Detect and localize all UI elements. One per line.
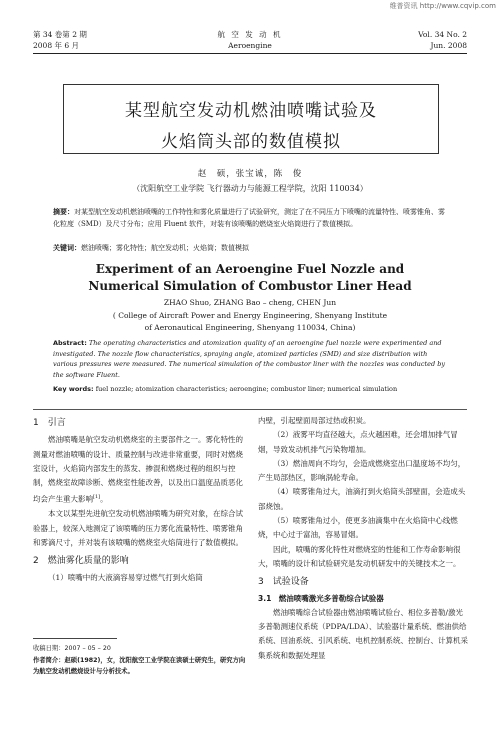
section-1-paragraph-2: 本文以某型先进航空发动机燃油喷嘴为研究对象，在综合试验器上，较深入地测定了该喷嘴的压力雾化流量特性、喷雾锥角和雾滴尺寸，并对装有该喷嘴的燃烧室火焰筒进行了数值模拟。 (33, 509, 243, 547)
abstract-cn (53, 207, 448, 230)
right-paragraph-2: （3）燃油周向不均匀，会造成燃烧室出口温度场不均匀，产生局部热区，影响涡轮寿命。 (258, 458, 466, 483)
title-cn-line2: 火焰筒头部的数值模拟 (161, 132, 341, 152)
keywords-en (53, 384, 448, 395)
section-2-heading: 2 燃油雾化质量的影响 (33, 556, 129, 567)
affiliation-cn: （沈阳航空工业学院 飞行器动力与能源工程学院，沈阳 110034） (132, 184, 368, 193)
right-paragraph-1: （2）液雾平均直径越大，点火越困难，还会增加排气冒烟，导致发动机排气污染物增加。 (258, 430, 458, 454)
keywords-cn-label: 关键词： (53, 244, 81, 252)
abstract-en-label: Abstract: (53, 339, 87, 347)
title-en-line1: Experiment of an Aeroengine Fuel Nozzle and (95, 262, 405, 276)
watermark: 维普资讯 http://www.cqvip.com (389, 2, 496, 10)
authors-cn: 赵 硕，张宝诚，陈 俊 (197, 169, 303, 179)
abstract-en-text: The operating characteristics and atomization quality of an aeroengine fuel nozzle were experimented and investigated. The nozzle flow characteristics, spraying angle, atomized particles (SMD) and size distribution with various pressures were measured. The numerical simulation of the combustor liner with the nozzles was conducted by the software Fluent. (53, 339, 446, 379)
section-3-1-heading: 3.1 燃油喷嘴激光多普勒综合试验器 (258, 593, 384, 603)
authors-en: ZHAO Shuo, ZHANG Bao – cheng, CHEN Jun (163, 298, 337, 307)
footnote-author-bio: 作者简介：赵硕(1982)，女，沈阳航空工业学院在读硕士研究生，研究方向为航空发动机燃烧设计与分析技术。 (33, 656, 246, 675)
right-paragraph-0: 内壁，引起壁面局部过热或积炭。 (258, 416, 371, 425)
keywords-cn (53, 243, 448, 255)
journal-name-en: Aeroengine (228, 41, 272, 50)
header-volume: 第 34 卷第 2 期 (33, 30, 87, 39)
affiliation-en-line1: ( College of Aircraft Power and Energy Engineering, Shenyang Institute (112, 311, 388, 320)
left-column (33, 414, 245, 586)
reference-1: [1] (93, 494, 101, 501)
affiliation-en-line2: of Aeronautical Engineering, Shenyang 110034, China) (144, 323, 356, 332)
section-1-heading: 1 引言 (33, 418, 66, 428)
section-3-heading: 3 试验设备 (258, 577, 309, 588)
title-cn-line1: 某型航空发动机燃油喷嘴试验及 (125, 101, 377, 121)
footnote-rule (33, 638, 117, 639)
section-3-1-paragraph-1: 燃油喷嘴综合试验器由燃油喷嘴试验台、相位多普勒/激光多普勒测速仪系统（PDPA/LDA）、试验器计量系统、燃油供给系统、回油系统、引风系统、电机控制系统、控制台、计算机采集系统和数据处理显 (258, 607, 468, 660)
footnote (33, 643, 248, 678)
header-right (418, 29, 467, 51)
abstract-en (53, 338, 448, 380)
keywords-cn-text: 燃油喷嘴；雾化特性；航空发动机；火焰筒；数值模拟 (81, 244, 249, 252)
header-rule (33, 53, 467, 54)
footnote-received: 收稿日期：2007 – 05 – 20 (33, 645, 111, 652)
section-2-paragraph-1: （1）喷嘴中的大液滴容易穿过燃气打到火焰筒 (48, 573, 203, 583)
header-volume-en: Vol. 34 No. 2 (418, 30, 467, 39)
right-paragraph-4: （5）喷雾锥角过小，使更多油滴集中在火焰筒中心线燃烧，中心过于富油，容易冒烟。 (258, 516, 458, 540)
abstract-cn-text: 对某型航空发动机燃油喷嘴的工作特性和雾化质量进行了试验研究，测定了在不同压力下喷嘴的流量特性、喷雾锥角、雾化粒度（SMD）及尺寸分布；应用 Fluent 软件，对装有该喷嘴的燃烧室火焰筒进行了数值模拟。 (53, 208, 445, 228)
keywords-en-text: fuel nozzle; atomization characteristics; aeroengine; combustor liner; numerical simulation (95, 385, 398, 393)
title-en-line2: Numerical Simulation of Combustor Liner Head (88, 279, 412, 293)
right-column (258, 414, 468, 663)
section-1-paragraph-1: 燃油喷嘴是航空发动机燃烧室的主要部件之一。雾化特性的测量对燃油喷嘴的设计、质量控制与改进非常重要，同时对燃烧室设计，火焰筒内部发生的蒸发、掺混和燃烧过程的组织与控制，燃烧室故障诊断、燃烧室性能改善，以及出口温度品质恶化均会产生重大影响[1]。 (33, 435, 243, 504)
title-box (63, 84, 439, 154)
header-date-en: Jun. 2008 (430, 41, 467, 50)
right-paragraph-3: （4）喷雾锥角过大，油滴打到火焰筒头部壁面，会造成头部烧蚀。 (258, 487, 466, 511)
right-paragraph-5: 因此，喷嘴的雾化特性对燃烧室的性能和工作寿命影响很大，喷嘴的设计和试验研究是发动机研发中的关键技术之一。 (258, 544, 461, 568)
keywords-en-label: Key words: (53, 385, 94, 393)
journal-name-cn: 航 空 发 动 机 (217, 30, 283, 39)
abstract-cn-label: 摘要： (53, 208, 74, 216)
header-date: 2008 年 6 月 (33, 41, 80, 50)
abstract-separator (33, 409, 467, 410)
